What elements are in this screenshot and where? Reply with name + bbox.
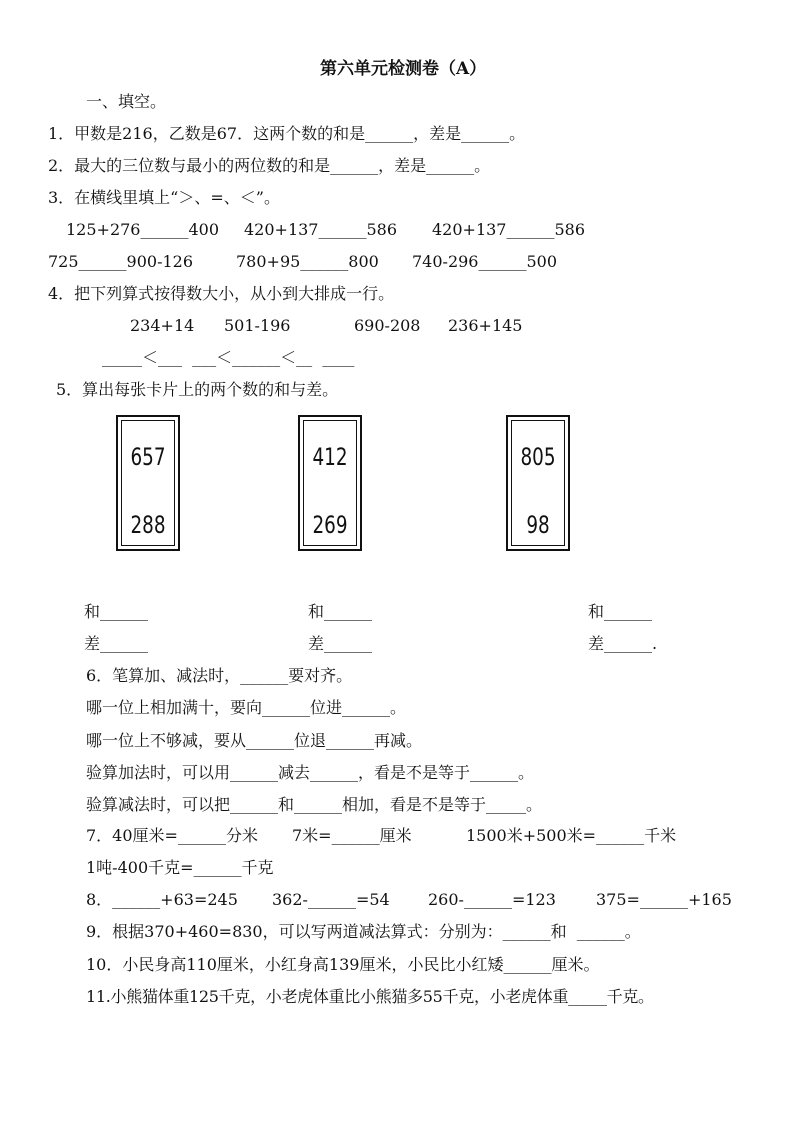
q3-item: 125+276______400 [66, 220, 220, 239]
section-heading: 一、填空。 [86, 92, 167, 111]
q4-expression: 690-208 [354, 316, 421, 335]
q3-item: 740-296______500 [412, 252, 558, 271]
card-diff-blank: 差______ [84, 634, 149, 653]
question-7-item: 7．40厘米=______分米 [86, 826, 258, 845]
question-8-item: 8．______+63=245 [86, 890, 238, 909]
question-3: 3．在横线里填上“＞、=、＜”。 [48, 188, 280, 207]
question-6-line: 哪一位上不够减，要从______位退______再减。 [86, 731, 423, 750]
question-7-item: 1500米+500米=______千米 [466, 826, 677, 845]
card-diff-blank: 差______. [588, 634, 658, 653]
question-10: 10．小民身高110厘米，小红身高139厘米，小民比小红矮______厘米。 [86, 955, 600, 974]
card-number-top: 657 [130, 443, 166, 471]
number-card [116, 415, 180, 551]
q3-item: 780+95______800 [236, 252, 379, 271]
card-sum-blank: 和______ [588, 602, 653, 621]
question-1: 1．甲数是216，乙数是67．这两个数的和是______，差是______。 [48, 124, 526, 143]
question-6-line: 验算减法时，可以把______和______相加，看是不是等于_____。 [86, 795, 543, 814]
card-number-top: 412 [312, 443, 348, 471]
question-8-item: 375=______+165 [596, 890, 732, 909]
card-number-bottom: 288 [130, 511, 166, 539]
question-5: 5．算出每张卡片上的两个数的和与差。 [56, 380, 339, 399]
question-6-line: 哪一位上相加满十，要向______位进______。 [86, 698, 407, 717]
number-card [506, 415, 570, 551]
question-4: 4．把下列算式按得数大小，从小到大排成一行。 [48, 284, 395, 303]
card-sum-blank: 和______ [308, 602, 373, 621]
question-7-item: 1吨-400千克=______千克 [86, 858, 274, 877]
q3-item: 420+137______586 [244, 220, 398, 239]
q3-item: 725______900-126 [48, 252, 194, 271]
question-2: 2．最大的三位数与最小的两位数的和是______，差是______。 [48, 156, 491, 175]
card-number-bottom: 269 [312, 511, 348, 539]
card-diff-blank: 差______ [308, 634, 373, 653]
question-8-item: 362-______=54 [272, 890, 390, 909]
q4-expression: 234+14 [130, 316, 195, 335]
card-number-top: 805 [520, 443, 556, 471]
card-number-bottom: 98 [526, 511, 550, 539]
question-8-item: 260-______=123 [428, 890, 556, 909]
question-6: 6．笔算加、减法时，______要对齐。 [86, 666, 353, 685]
question-6-line: 验算加法时，可以用______减去______，看是不是等于______。 [86, 763, 535, 782]
q4-expression: 236+145 [448, 316, 523, 335]
card-sum-blank: 和______ [84, 602, 149, 621]
number-card [298, 415, 362, 551]
q3-item: 420+137______586 [432, 220, 586, 239]
question-7-item: 7米=______厘米 [292, 826, 412, 845]
q4-expression: 501-196 [224, 316, 291, 335]
q4-order-blanks: _____＜___ ___＜______＜__ ____ [102, 348, 355, 367]
question-9: 9．根据370+460=830，可以写两道减法算式：分别为：______和 ______。 [86, 922, 641, 941]
question-11: 11.小熊猫体重125千克，小老虎体重比小熊猫多55千克，小老虎体重_____千克。 [86, 987, 654, 1006]
page-title: 第六单元检测卷（A） [320, 59, 487, 79]
